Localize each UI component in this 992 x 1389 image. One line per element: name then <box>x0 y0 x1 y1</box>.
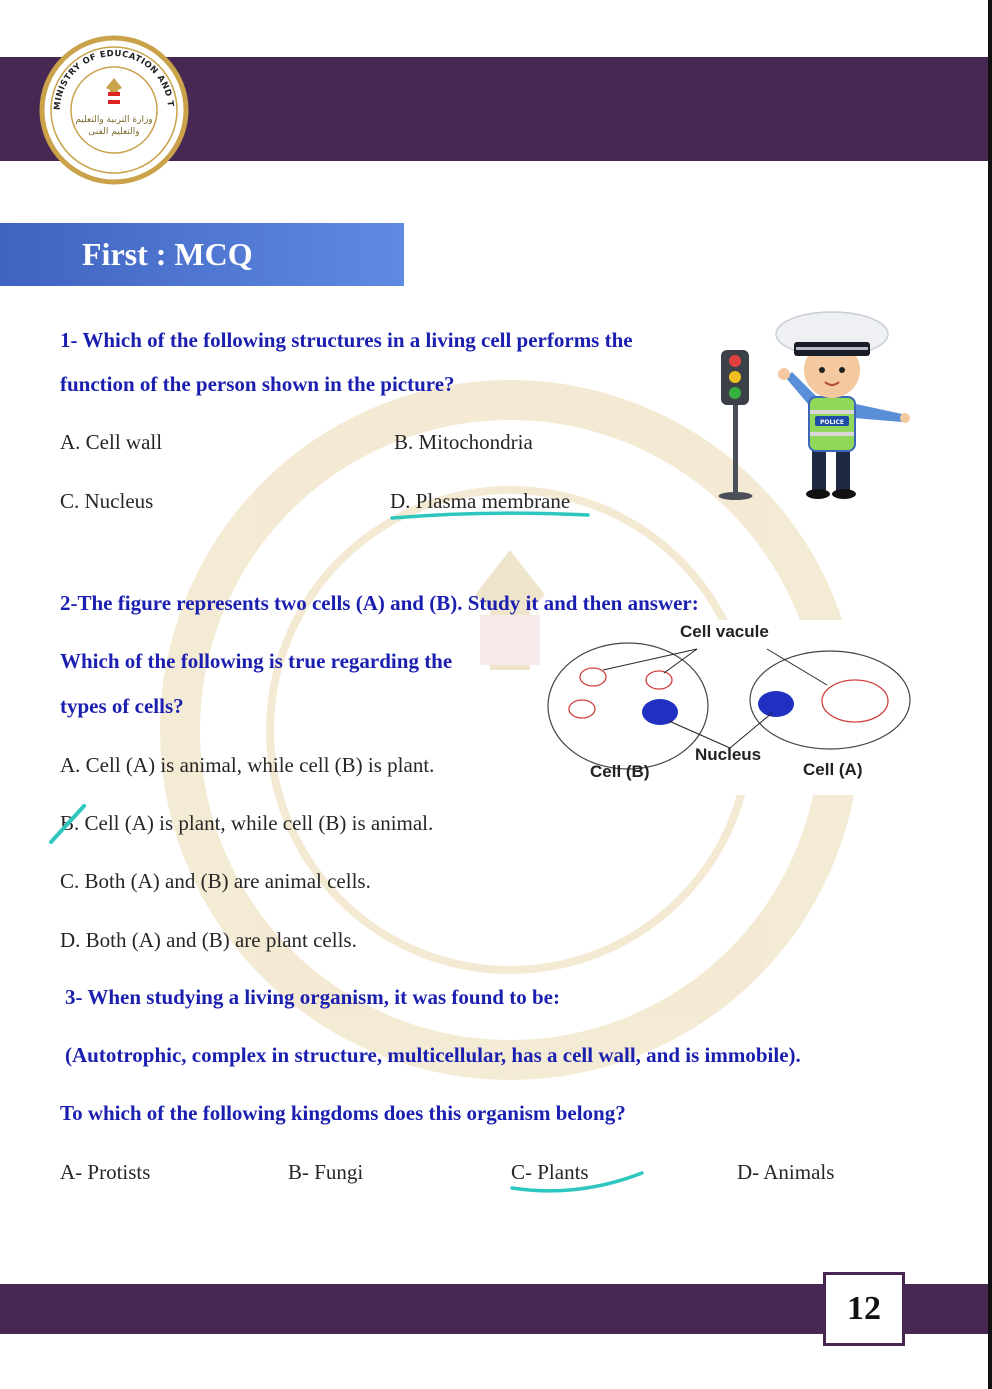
q1-option-c[interactable]: C. Nucleus <box>60 489 154 513</box>
svg-text:وزارة التربية والتعليم: وزارة التربية والتعليم <box>75 115 153 125</box>
q1-text-line2: function of the person shown in the picture? <box>60 372 455 396</box>
q3-text-line2: (Autotrophic, complex in structure, multicellular, has a cell wall, and is immobile). <box>65 1043 801 1067</box>
check-mark-icon <box>46 800 90 848</box>
answer-highlight-q1 <box>388 508 598 524</box>
q3-text-line3: To which of the following kingdoms does this organism belong? <box>60 1101 626 1125</box>
q2-text-line2: Which of the following is true regarding the <box>60 649 453 673</box>
q2-text-line1: 2-The figure represents two cells (A) and (B). Study it and then answer: <box>60 591 699 615</box>
cell-a <box>750 651 910 749</box>
police-badge: POLICE <box>819 419 845 426</box>
label-cell-a: Cell (A) <box>803 760 863 779</box>
svg-text:والتعليم الفنى: والتعليم الفنى <box>88 127 140 137</box>
label-nucleus: Nucleus <box>695 745 762 764</box>
page-edge <box>988 0 992 1389</box>
q2-text-line3: types of cells? <box>60 694 184 718</box>
q3-option-c[interactable]: C- Plants <box>511 1160 589 1184</box>
label-cell-vacuole: Cell vacule <box>680 622 769 641</box>
cell-b <box>548 643 708 769</box>
q2-option-d[interactable]: D. Both (A) and (B) are plant cells. <box>60 928 357 952</box>
q2-option-a[interactable]: A. Cell (A) is animal, while cell (B) is plant. <box>60 753 435 777</box>
q2-option-c[interactable]: C. Both (A) and (B) are animal cells. <box>60 869 371 893</box>
page-number: 12 <box>823 1272 905 1346</box>
answer-highlight-q3 <box>508 1168 653 1196</box>
q3-text-line1: 3- When studying a living organism, it was found to be: <box>65 985 560 1009</box>
ministry-logo <box>34 27 190 186</box>
section-title: First : MCQ <box>0 223 404 286</box>
q3-option-b[interactable]: B- Fungi <box>288 1160 364 1184</box>
q1-option-d[interactable]: D. Plasma membrane <box>390 489 571 513</box>
q3-option-a[interactable]: A- Protists <box>60 1160 151 1184</box>
police-officer-icon <box>776 312 910 499</box>
q2-option-b[interactable]: B. Cell (A) is plant, while cell (B) is animal. <box>60 811 434 835</box>
traffic-light-icon <box>719 350 753 500</box>
q1-option-b[interactable]: B. Mitochondria <box>394 430 533 454</box>
traffic-police-illustration <box>712 300 918 505</box>
label-cell-b: Cell (B) <box>590 762 650 781</box>
q1-text-line1: 1- Which of the following structures in a living cell performs the <box>60 328 633 352</box>
svg-text:MINISTRY OF EDUCATION AND TECH: MINISTRY OF EDUCATION AND TECHNICAL EDUCATION <box>34 27 175 111</box>
q3-option-d[interactable]: D- Animals <box>737 1160 835 1184</box>
q1-option-a[interactable]: A. Cell wall <box>60 430 163 454</box>
